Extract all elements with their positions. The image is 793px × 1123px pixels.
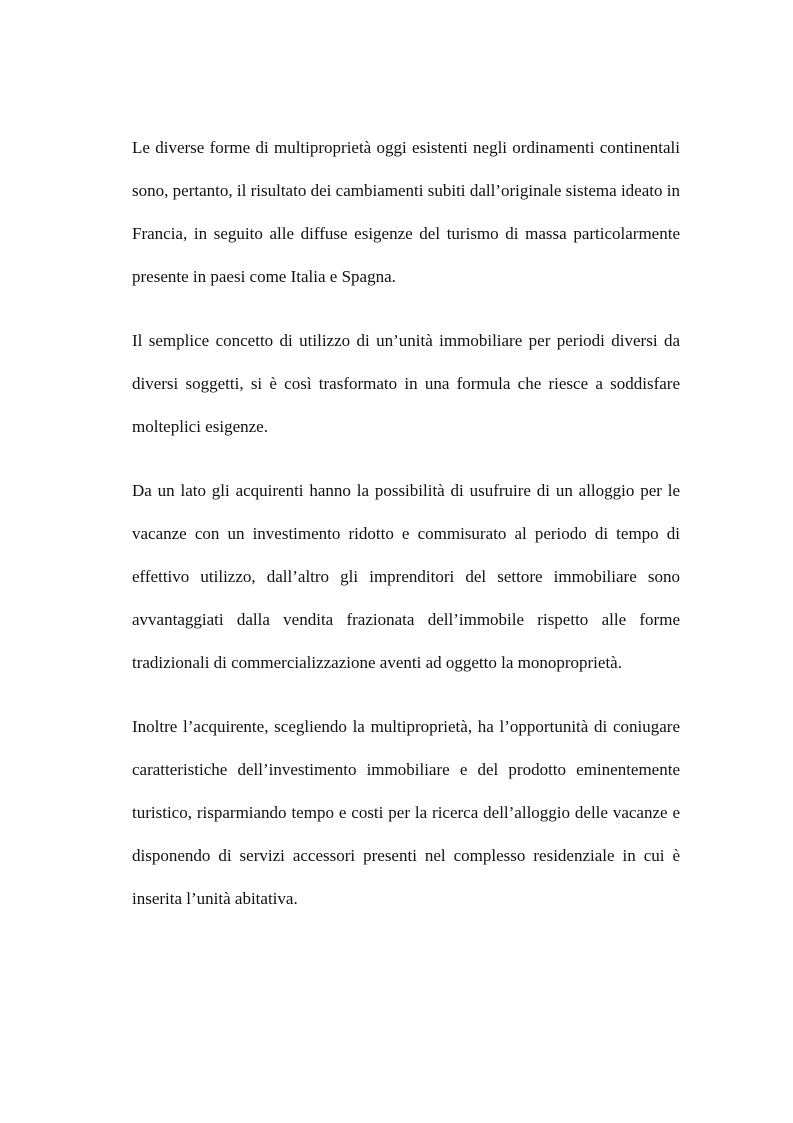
paragraph-4: Inoltre l’acquirente, scegliendo la multiproprietà, ha l’opportunità di coniugare caratteristiche dell’investimento immobiliare e del prodotto eminentemente turistico, risparmiando tempo e costi per la ricerca dell’alloggio delle vacanze e disponendo di servizi accessori presenti nel complesso residenziale in cui è inserita l’unità abitativa. (132, 717, 680, 908)
paragraph-3: Da un lato gli acquirenti hanno la possibilità di usufruire di un alloggio per le vacanze con un investimento ridotto e commisurato al periodo di tempo di effettivo utilizzo, dall’altro gli imprenditori del settore immobiliare sono avvantaggiati dalla vendita frazionata dell’immobile rispetto alle forme tradizionali di commercializzazione aventi ad oggetto la monoproprietà. (132, 481, 680, 672)
paragraph-1: Le diverse forme di multiproprietà oggi esistenti negli ordinamenti continentali sono, pertanto, il risultato dei cambiamenti subiti dall’originale sistema ideato in Francia, in seguito alle diffuse esigenze del turismo di massa particolarmente presente in paesi come Italia e Spagna. (132, 138, 680, 286)
paragraph-2: Il semplice concetto di utilizzo di un’unità immobiliare per periodi diversi da diversi soggetti, si è così trasformato in una formula che riesce a soddisfare molteplici esigenze. (132, 331, 680, 436)
body-text (132, 126, 680, 941)
